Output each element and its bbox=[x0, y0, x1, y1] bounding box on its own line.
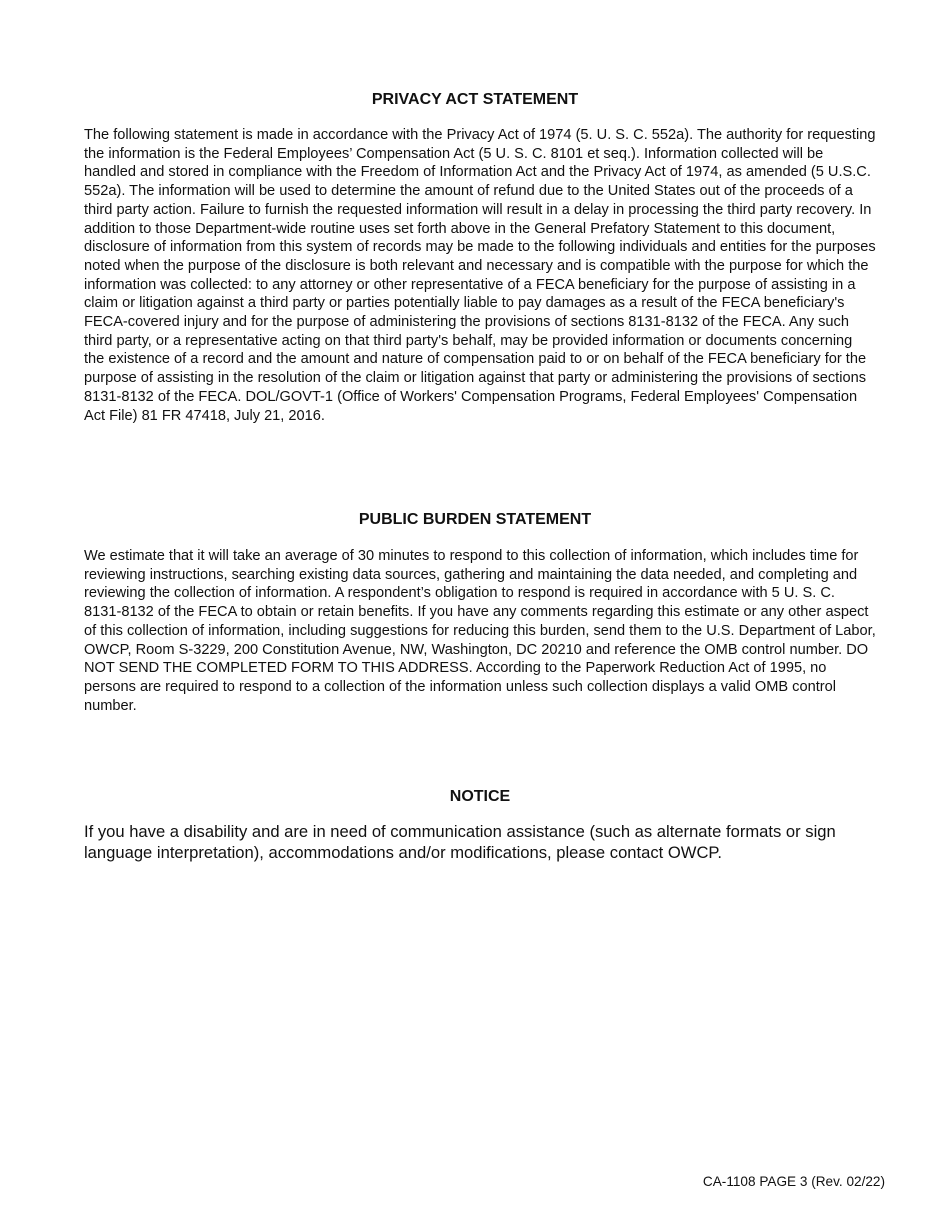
form-page-footer: CA-1108 PAGE 3 (Rev. 02/22) bbox=[702, 1174, 885, 1189]
public-burden-paragraph: We estimate that it will take an average of 30 minutes to respond to this collection of information, which includes time for reviewing instructions, searching existing data sources, gathering and maintaining the data needed, and completing and reviewing the collection of information. A respondent’s obligation to respond is required in accordance with 5 U. S. C. 8131-8132 of the FECA to obtain or retain benefits. If you have any comments regarding this estimate or any other aspect of this collection of information, including suggestions for reducing this burden, send them to the U.S. Department of Labor, OWCP, Room S-3229, 200 Constitution Avenue, NW, Washington, DC 20210 and reference the OMB control number. DO NOT SEND THE COMPLETED FORM TO THIS ADDRESS. According to the Paperwork Reduction Act of 1995, no persons are required to respond to a collection of the information unless such collection displays a valid OMB control number. bbox=[84, 548, 876, 714]
notice-paragraph: If you have a disability and are in need of communication assistance (such as alternate formats or sign language interpretation), accommodations and/or modifications, please contact OWCP. bbox=[84, 822, 836, 862]
public-burden-heading: PUBLIC BURDEN STATEMENT bbox=[358, 511, 592, 528]
privacy-act-paragraph: The following statement is made in accordance with the Privacy Act of 1974 (5. U. S. C. 552a). The authority for requesting the information is the Federal Employees’ Compensation Act (5 U. S. C. 8101 et seq.). Information collected will be handled and stored in compliance with the Freedom of Information Act and the Privacy Act of 1974, as amended (5 U.S.C. 552a). The information will be used to determine the amount of refund due to the United States out of the proceeds of a third party action. Failure to furnish the requested information will result in a delay in processing the third party recovery. In addition to those Department-wide routine uses set forth above in the General Prefatory Statement to this document, disclosure of information from this system of records may be made to the following individuals and entities for the purposes noted when the purpose of the disclosure is both relevant and necessary and is compatible with the purpose for which the information was collected: to any attorney or other representative of a FECA beneficiary for the purpose of assisting in a claim or litigation against a third party or parties potentially liable to pay damages as a result of the FECA beneficiary's FECA-covered injury and for the purpose of administering the provisions of sections 8131-8132 of the FECA. Any such third party, or a representative acting on that third party's behalf, may be provided information or documents concerning the existence of a record and the amount and nature of compensation paid to or on behalf of the FECA beneficiary for the purpose of assisting in the resolution of the claim or litigation against that party or administering the provisions of sections 8131-8132 of the FECA. DOL/GOVT-1 (Office of Workers' Compensation Programs, Federal Employees' Compensation Act File) 81 FR 47418, July 21, 2016. bbox=[84, 127, 876, 424]
notice-heading: NOTICE bbox=[449, 788, 511, 805]
privacy-act-heading: PRIVACY ACT STATEMENT bbox=[371, 91, 579, 108]
